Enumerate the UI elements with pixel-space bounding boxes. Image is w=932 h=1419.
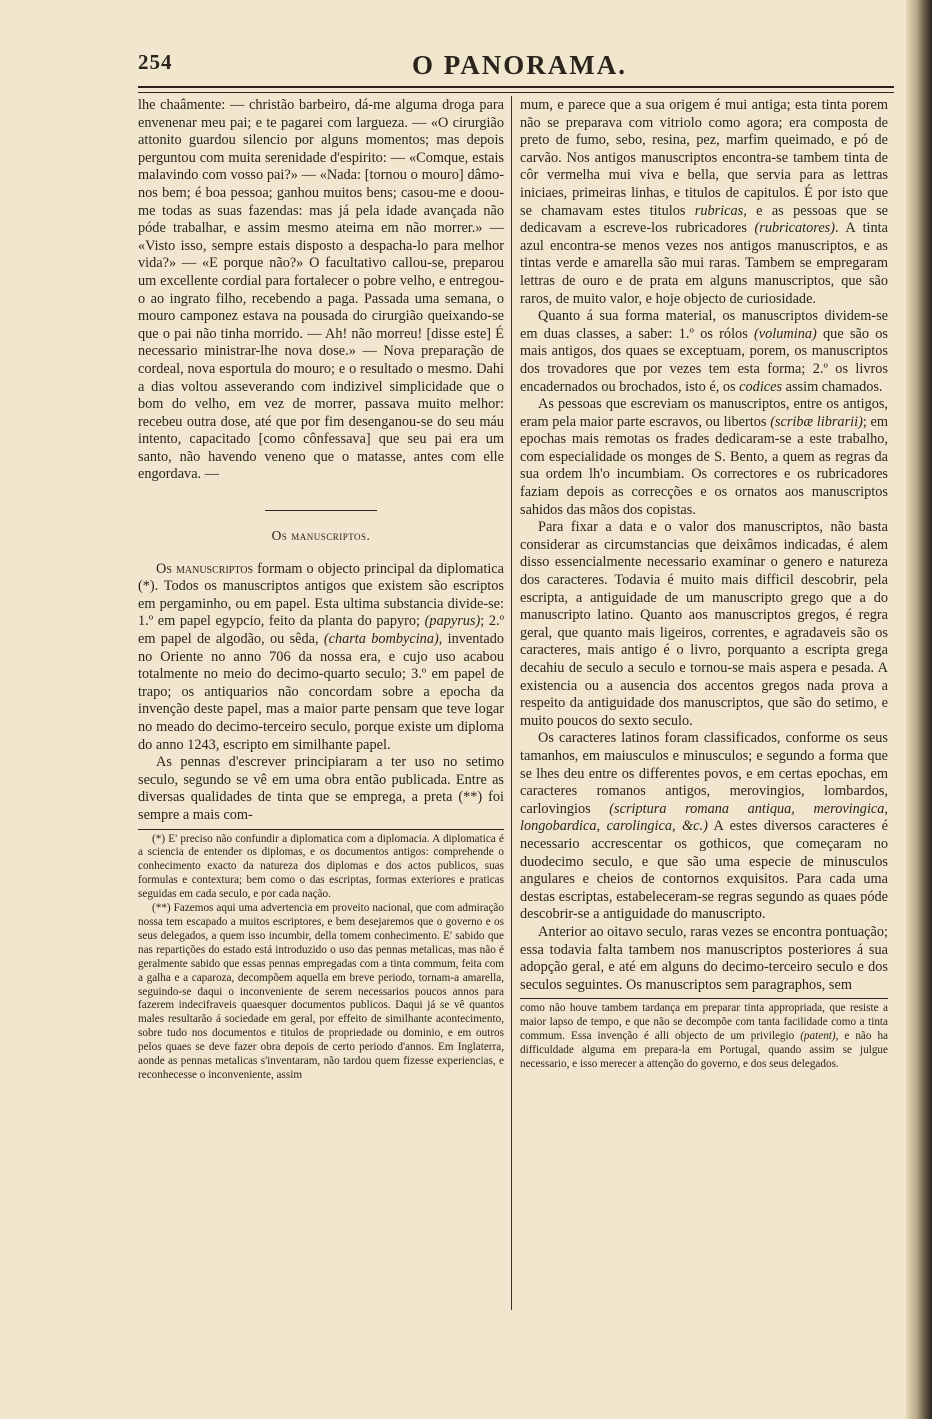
footnote-continuation: como não houve tambem tardança em preparar tinta appropriada, que resiste a maior lapso de tempo, e que não se decompõe com tanta facilidade como a tinta commum. Essa invenção é alli objecto de um privilegio (patent), e não ha difficuldade alguma em prepara-la em Portugal, quando assim se julgue necessario, e isso merecer a attenção do governo, e dos seus delegados. <box>520 1002 889 1070</box>
latin-term-rubricas: rubricas <box>694 202 744 219</box>
latin-term-volumina: (volumina) <box>754 325 817 342</box>
manuscripts-paragraph-5: As pessoas que escreviam os manuscriptos, entre os antigos, eram pela maior parte escravos, ou libertos (scribæ librarii); em epochas mais remotas os frades dedicaram-se a este trabalho, com especialidade os monges de S. Bento, a quem as regras da sua ordem lh'o incumbiam. Os correctores e os rubricadores faziam depois as correcções e os ornatos aos manuscriptos sahidos das mãos dos copistas. <box>520 396 888 518</box>
footnotes <box>138 833 504 1083</box>
manuscripts-paragraph-3: mum, e parece que a sua origem é mui antiga; esta tinta porem não se preparava com vitriolo como agora; era composta de preto de fumo, sebo, resina, pez, marfim queimado, e pó de carvão. Nos antigos manuscriptos encontra-se tambem tinta de côr vermelha mui viva e bella, que servia para as lettras iniciaes, primeiras linhas, e titulos de capitulos. É por isto que se chamavam estes titulos rubricas, e as pessoas que se dedicavam a escreve-los rubricadores (rubricatores). A tinta azul encontra-se menos vezes nos antigos manuscriptos, e as tintas verde e amarella são mui raras. Tambem se empregaram lettras de ouro e de prata em alguns manuscriptos, que são raros, de muito valor, e hoje objecto de curiosidade. <box>520 97 888 307</box>
latin-term-rubricatores: (rubricatores) <box>754 220 835 237</box>
section-title: Os manuscriptos. <box>271 528 371 544</box>
manuscripts-paragraph-6: Para fixar a data e o valor dos manuscriptos, não basta considerar as circumstancias que deixâmos indicadas, é alem disso essencialmente necessario examinar o genero e natureza dos caracteres. Todavia é muito mais difficil descobrir, pela escripta, a antiguidade de um manuscripto grego que a do manuscripto latino. Quanto aos manuscriptos gregos, é regra geral, que quanto mais ligeiros, correntes, e agradaveis são os caracteres, mais antigo é o livro, porquanto a escripta grega decahiu de seculo a seculo e tornou-se mais aspera e pesada. A existencia ou a ausencia dos accentos gregos nada prova a respeito da antiguidade dos manuscriptos, que são do setimo, e muito poucos do sexto seculo. <box>520 519 888 729</box>
footnote-rule <box>138 829 504 830</box>
latin-term-papyrus: (papyrus) <box>424 613 481 630</box>
latin-term-charta: (charta bombycina) <box>323 631 439 648</box>
page-binding-shadow <box>906 0 932 1419</box>
story-ending-paragraph: lhe chaâmente: — christão barbeiro, dá-me alguma droga para envenenar meu pai; e te pagarei com largueza. — «O cirurgião attonito guardou silencio por alguns momentos; mas depois perguntou com muita serenidade d'espirito: — «Comque, estais malavindo com vosso pai?» — «Nada: [tornou o mouro] dâmo-nos bem; é boa pessoa; ganhou muitos bens; casou-me e doou-me todas as suas fazendas: mas já pela idade avançada não póde trabalhar, e assim mesmo ateima em não morrer.» — «Visto isso, sempre estais disposto a despacha-lo para melhor vida?» — «E porque não?» O facultativo callou-se, preparou um excellente cordial para fortalecer o pobre velho, e entregou-o ao ingrato filho, recebendo a paga. Passada uma semana, o mouro camponez estava na pousada do cirurgião queixando-se que o pai não tinha morrido. — Ah! não morreu! [disse este] É necessario ministrar-lhe nova dose.» — Nova preparação de cordeal, nova esportula do mouro; e o resultado o mesmo. Dahi a dias voltou asseverando com indizivel simplicidade que o bom do velho, em vez de morrer, passava muito melhor: recebeu outra dose, até que por fim desenganou-se do seu máu intento, capacitado [como cônfessava] que seu pai era um santo, não havendo veneno que o matasse, antes com elle engordava. — <box>138 97 504 483</box>
manuscripts-paragraph-1: Os manuscriptos formam o objecto principal da diplomatica (*). Todos os manuscriptos antigos que existem são escriptos em pergaminho, ou em papel. Esta ultima substancia divide-se: 1.º em papel egypcio, feito da planta do papyro; (papyrus); 2.º em papel de algodão, ou sêda, (charta bombycina), inventado no Oriente no anno 706 da nossa era, e cujo uso acabou totalmente no meio do decimo-quarto seculo; 3.º em papel de trapo; os antiquarios não concordam sobre a epocha da invenção deste papel, mas a maior parte pensam que teve logar no meado do decimo-terceiro seculo, porque existe um diploma do anno 1243, escripto em similhante papel. <box>138 560 505 753</box>
column-divider <box>511 96 512 1310</box>
latin-term-scribae: (scribæ librarii) <box>770 413 863 430</box>
manuscripts-paragraph-4: Quanto á sua forma material, os manuscriptos dividem-se em duas classes, a saber: 1.º os rólos (volumina) que são os mais antigos, dos quaes se exceptuam, porem, os manuscriptos dos trovadores que por vezes tem esta forma; 2.º os livros encadernados ou brochados, isto é, os codices assim chamados. <box>520 308 888 395</box>
section-divider-rule <box>265 510 377 511</box>
manuscripts-paragraph-7: Os caracteres latinos foram classificados, conforme os seus tamanhos, em maiusculos e minusculos; e segundo a forma que se lhes deu entre os differentes povos, e em certas epochas, em caracteres romanos antigos, merovingios, lombardos, carlovingios (scriptura romana antiqua, merovingica, longobardica, carolingica, &c.) A estes diversos caracteres é necessario accrescentar os gothicos, que começaram no duodecimo seculo, e que são uma especie de minusculos angulares e cheios de contornos exquisitos. Para cada uma destas escriptas, estabeleceram-se regras segundo as quaes póde descobrir-se a antiguidade do manuscripto. <box>520 730 888 923</box>
english-term-patent: (patent) <box>800 1030 836 1043</box>
manuscripts-paragraph-8: Anterior ao oitavo seculo, raras vezes se encontra pontuação; essa todavia falta tambem nos manuscriptos posteriores á sua adopção geral, e até em alguns do decimo-terceiro seculo e dos seculos seguintes. Os manuscriptos sem paragraphos, sem <box>520 923 888 993</box>
footnote-2: (**) Fazemos aqui uma advertencia em proveito nacional, que com admiração nossa tem escapado a muitos escriptores, e bem desejaremos que o governo e os seus delegados, a quem isso incumbir, della tomem conhecimento. E' sabido que nas repartições do estado está introduzido o uso das pennas metalicas, mas não é geralmente sabido que essas pennas empregadas com a tinta commum, feita com a galha e a caparoza, decompõem aquella em breve periodo, tornam-a amarella, seguindo-se daqui o inconveniente de serem necessarios poucos annos para fazerem indecifraveis quaesquer documentos publicos. Daqui já se vê quantos males resultarão á sociedade em geral, por effeito de similhante acontecimento, sobre tudo nos documentos e titulos de propriedade ou dominio, e em outros pelos quaes se deve fazer obra depois de certo periodo d'annos. Em Inglaterra, aonde as pennas metalicas s'inventaram, não tardou quem fizesse experiencias, e reconhecesse o inconveniente, assim <box>138 902 504 1081</box>
footnote-rule-right <box>520 998 888 999</box>
left-column <box>138 97 504 1083</box>
manuscripts-paragraph-2: As pennas d'escrever principiaram a ter uso no setimo seculo, segundo se vê em uma obra então publicada. Entre as diversas qualidades de tinta que se emprega, a preta (**) foi sempre a mais com- <box>138 754 504 823</box>
latin-term-codices: codices <box>739 378 783 395</box>
footnote-1: (*) E' preciso não confundir a diplomatica com a diplomacia. A diplomatica é a sciencia de entender os diplomas, e os documentos antigos: comprehende o conhecimento exacto da natureza dos diplomas e dos actos publicos, suas formulas e contextura; bem como o das escriptas, formas exteriores e praticas seguidas em cada seculo, e por cada nação. <box>138 832 504 901</box>
header-rule <box>138 86 894 93</box>
lead-words: Os manuscriptos <box>156 560 254 577</box>
journal-title: O PANORAMA. <box>412 50 627 80</box>
page-number: 254 <box>138 50 173 74</box>
latin-term-scriptura: (scriptura romana antiqua, merovingica, longobardica, carolingica, &c.) <box>520 800 888 835</box>
right-column <box>520 97 888 1072</box>
